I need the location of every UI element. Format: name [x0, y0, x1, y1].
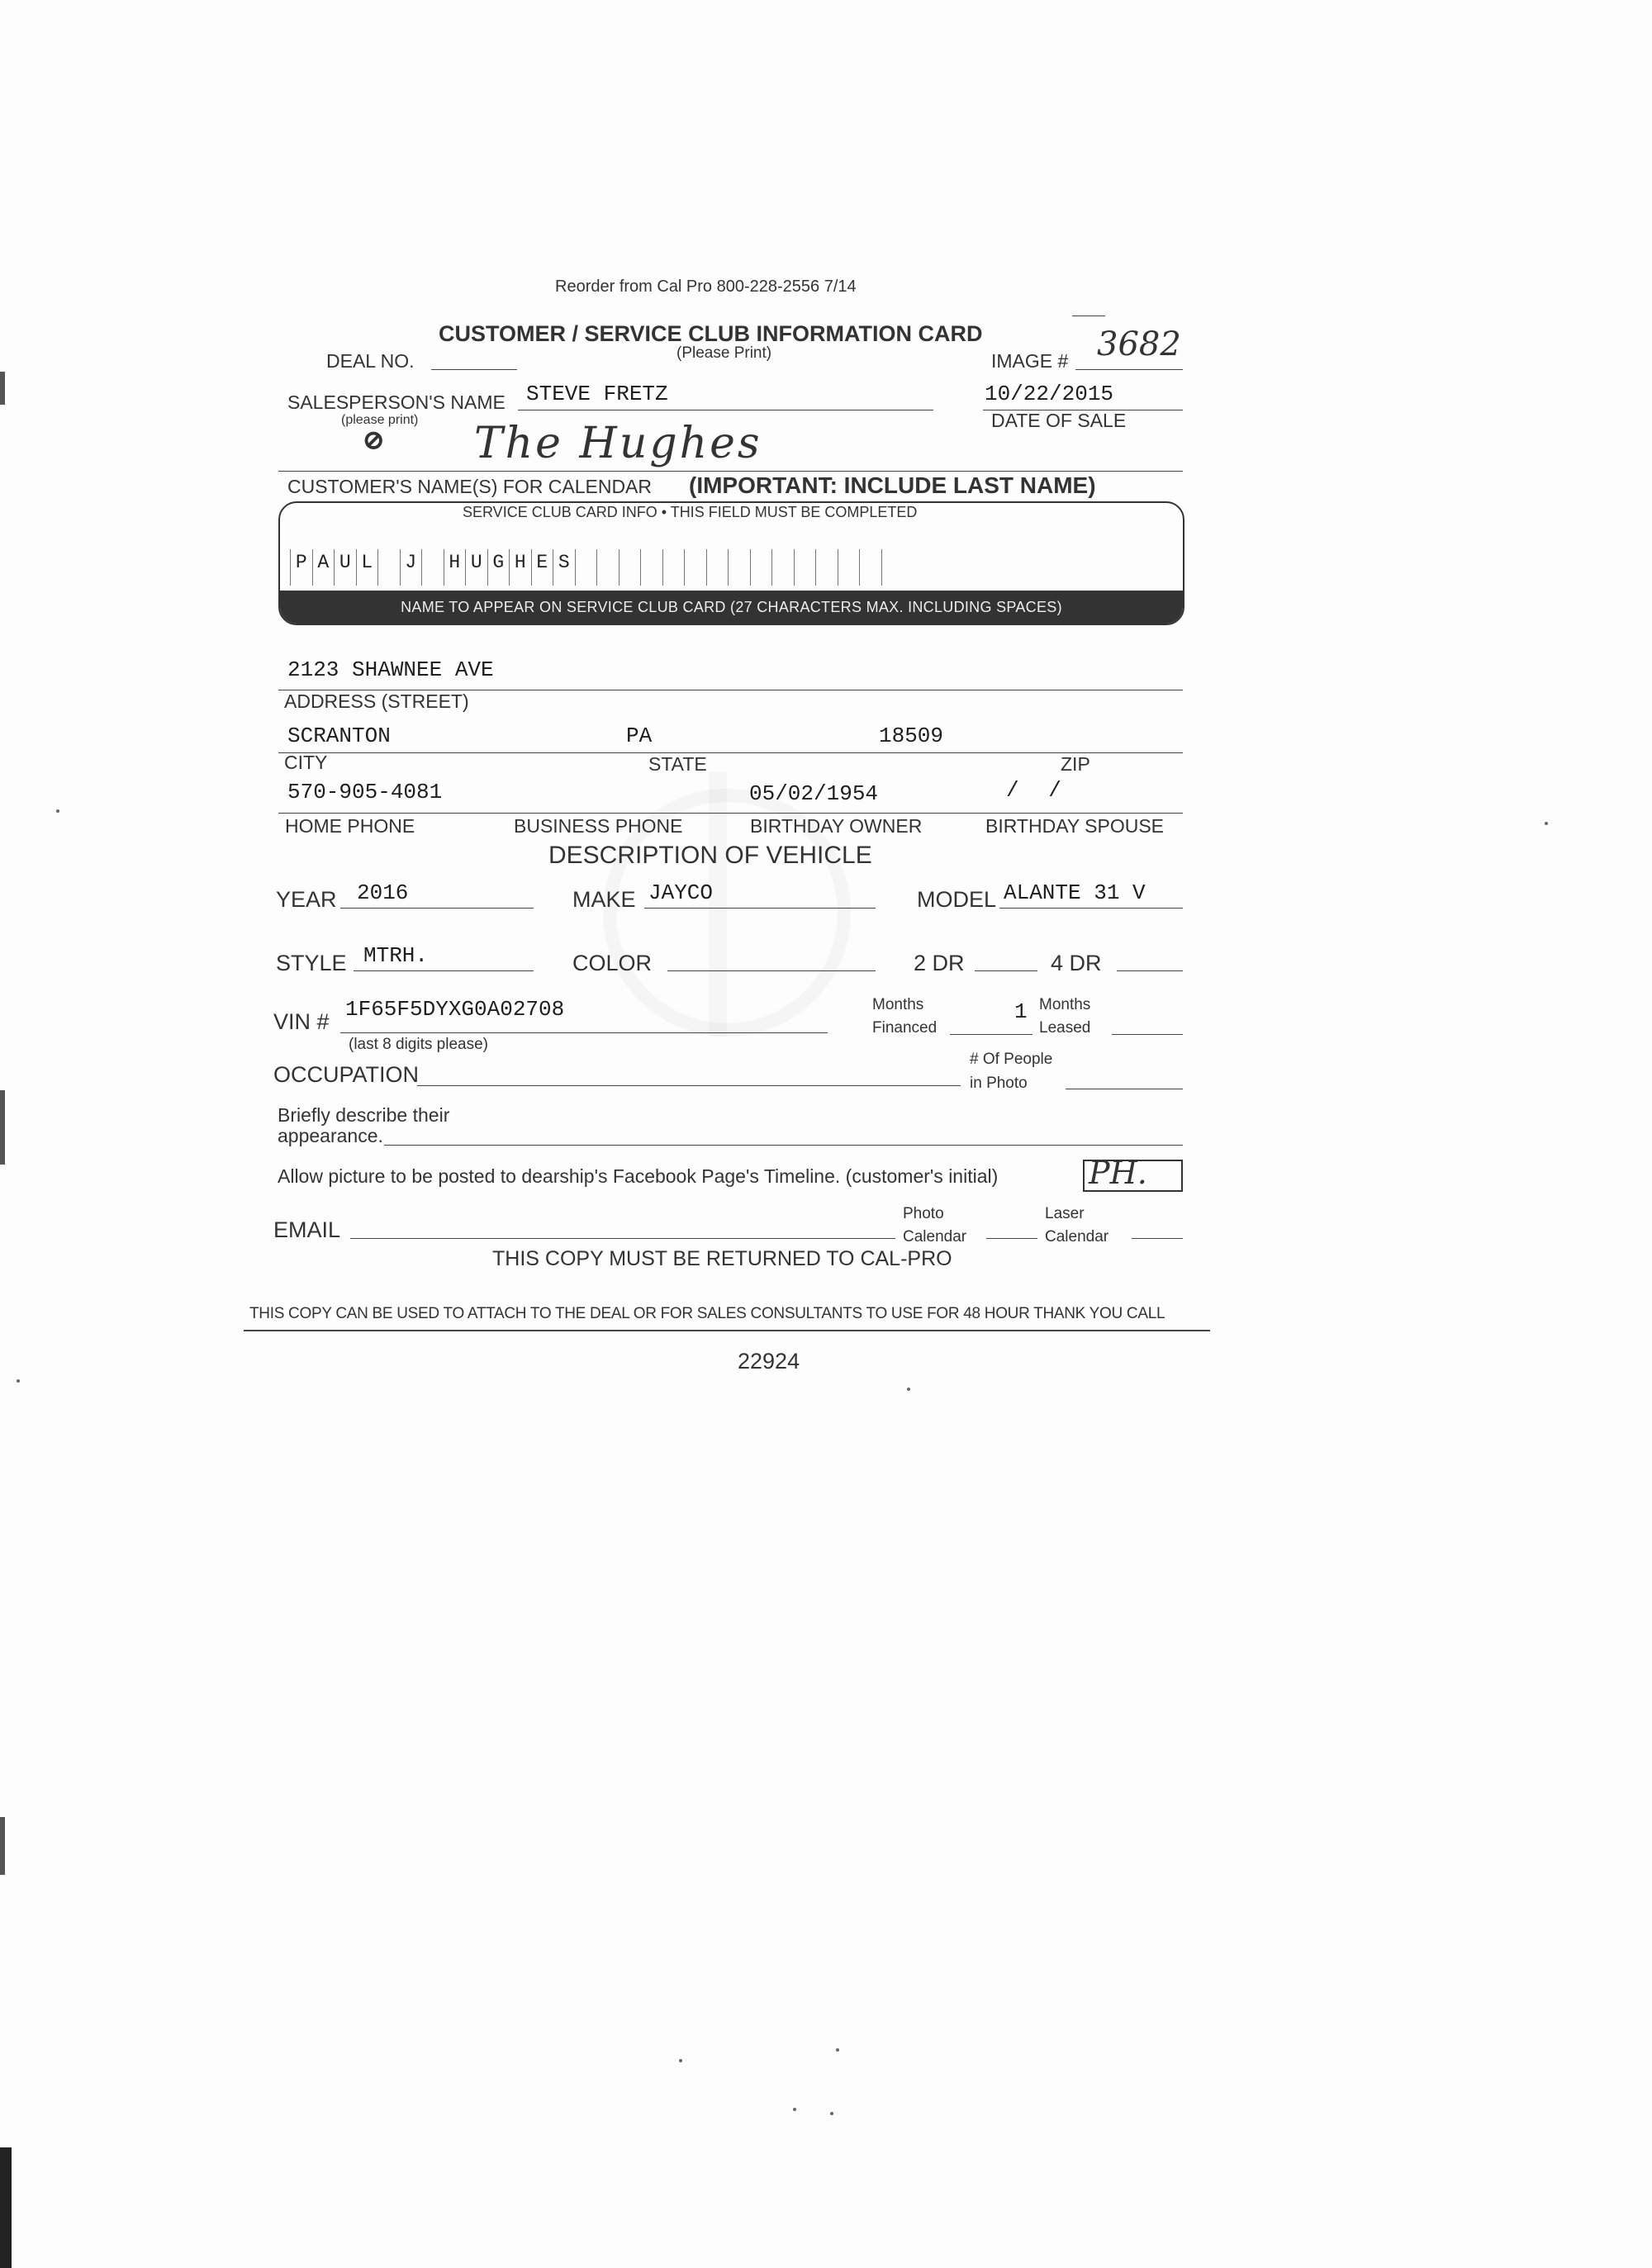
birthday-spouse-value: / /: [1006, 778, 1070, 803]
card-letter-cell[interactable]: [838, 549, 860, 586]
months-financed-label-top: Months: [872, 996, 924, 1013]
calendar-name-value: The Hughes: [474, 419, 762, 468]
laser-calendar-label-top: Laser: [1045, 1205, 1085, 1222]
card-letter-cell[interactable]: P: [290, 549, 312, 586]
style-value: MTRH.: [363, 943, 429, 968]
card-letter-cell[interactable]: [771, 549, 794, 586]
vehicle-heading: DESCRIPTION OF VEHICLE: [548, 842, 872, 869]
scan-artifact: [0, 372, 5, 405]
photo-calendar-label-bottom: Calendar: [903, 1228, 967, 1246]
four-door-label: 4 DR: [1051, 951, 1102, 975]
birthday-owner-value: 05/02/1954: [749, 781, 879, 806]
scan-speck: [56, 809, 59, 813]
model-value: ALANTE 31 V: [1004, 880, 1146, 905]
year-label: YEAR: [276, 887, 337, 912]
year-value: 2016: [357, 880, 409, 905]
make-value: JAYCO: [648, 880, 714, 905]
card-letter-cell[interactable]: [421, 549, 444, 586]
image-number-label: IMAGE #: [991, 350, 1069, 372]
image-number-value: 3682: [1097, 325, 1181, 363]
people-in-photo-label-bottom: in Photo: [970, 1075, 1028, 1092]
vin-value: 1F65F5DYXG0A02708: [345, 997, 565, 1022]
model-field[interactable]: [999, 908, 1183, 909]
address-value: 2123 SHAWNEE AVE: [287, 657, 494, 682]
salesperson-value: STEVE FRETZ: [526, 382, 668, 406]
card-letter-cell[interactable]: J: [400, 549, 422, 586]
footer-note: THIS COPY CAN BE USED TO ATTACH TO THE DEAL OR FOR SALES CONSULTANTS TO USE FOR 48 HOUR THANK YOU CALL: [249, 1305, 1165, 1322]
scan-speck: [830, 2112, 833, 2115]
photo-calendar-label-top: Photo: [903, 1205, 944, 1222]
months-leased-field[interactable]: [1112, 1034, 1183, 1035]
service-club-card-header: SERVICE CLUB CARD INFO • THIS FIELD MUST BE COMPLETED: [463, 504, 918, 520]
card-letter-cell[interactable]: A: [312, 549, 335, 586]
card-letter-cell[interactable]: [728, 549, 750, 586]
customer-initials-value: PH.: [1089, 1155, 1147, 1191]
card-letter-cell[interactable]: [377, 549, 400, 586]
date-of-sale-label: DATE OF SALE: [991, 410, 1127, 431]
card-letter-cell[interactable]: U: [465, 549, 487, 586]
months-financed-field[interactable]: [950, 1034, 1032, 1035]
scan-artifact: [0, 1090, 5, 1165]
facebook-consent-label: Allow picture to be posted to dearship's Facebook Page's Timeline. (customer's initial): [278, 1165, 999, 1187]
months-leased-label-bottom: Leased: [1039, 1019, 1091, 1037]
zip-label: ZIP: [1061, 753, 1090, 775]
card-letter-cell[interactable]: G: [487, 549, 510, 586]
occupation-label: OCCUPATION: [273, 1062, 420, 1087]
people-in-photo-label-top: # Of People: [970, 1051, 1053, 1068]
card-letter-cell[interactable]: [859, 549, 881, 586]
city-state-zip-field[interactable]: [278, 752, 1183, 753]
calendar-name-field[interactable]: [278, 471, 1183, 472]
two-door-label: 2 DR: [914, 951, 965, 975]
service-club-card-name-cells[interactable]: [290, 549, 903, 591]
home-phone-value: 570-905-4081: [287, 780, 443, 804]
months-leased-value: 1: [1014, 999, 1028, 1024]
style-field[interactable]: [354, 970, 534, 971]
color-label: COLOR: [572, 951, 653, 975]
reorder-note: Reorder from Cal Pro 800-228-2556 7/14: [555, 278, 857, 296]
birthday-spouse-label: BIRTHDAY SPOUSE: [985, 815, 1165, 837]
date-of-sale-value: 10/22/2015: [985, 382, 1114, 406]
scan-speck: [907, 1388, 910, 1391]
scribble-mark: ⊘: [362, 424, 386, 457]
months-leased-label-top: Months: [1039, 996, 1091, 1013]
card-letter-cell[interactable]: E: [531, 549, 553, 586]
please-print-note: (Please Print): [676, 344, 772, 362]
scan-speck: [679, 2059, 682, 2062]
scan-speck: [793, 2108, 796, 2111]
email-field[interactable]: [350, 1238, 895, 1239]
card-letter-cell[interactable]: L: [356, 549, 378, 586]
two-door-field[interactable]: [975, 970, 1037, 971]
card-letter-cell[interactable]: U: [334, 549, 356, 586]
vin-note: (last 8 digits please): [349, 1036, 488, 1053]
card-letter-cell[interactable]: [794, 549, 816, 586]
card-letter-cell[interactable]: S: [553, 549, 575, 586]
card-letter-cell[interactable]: H: [509, 549, 531, 586]
appearance-field[interactable]: [384, 1145, 1183, 1146]
card-letter-cell[interactable]: [596, 549, 619, 586]
state-value: PA: [626, 724, 653, 748]
calendar-name-label: CUSTOMER'S NAME(S) FOR CALENDAR: [287, 476, 653, 497]
photo-calendar-field[interactable]: [986, 1238, 1037, 1239]
card-letter-cell[interactable]: [619, 549, 641, 586]
city-value: SCRANTON: [287, 724, 391, 748]
scan-artifact: [0, 1817, 5, 1875]
vin-label: VIN #: [273, 1009, 330, 1034]
year-field[interactable]: [340, 908, 534, 909]
scan-artifact: [0, 2147, 12, 2268]
salesperson-sublabel: (please print): [341, 413, 419, 427]
color-field[interactable]: [667, 970, 876, 971]
four-door-field[interactable]: [1117, 970, 1183, 971]
email-label: EMAIL: [273, 1217, 341, 1242]
laser-calendar-field[interactable]: [1132, 1238, 1183, 1239]
appearance-label-line2: appearance.: [278, 1125, 383, 1146]
make-label: MAKE: [572, 887, 636, 912]
form-title: CUSTOMER / SERVICE CLUB INFORMATION CARD: [439, 321, 983, 346]
card-letter-cell[interactable]: H: [444, 549, 466, 586]
image-number-field[interactable]: [1075, 369, 1183, 370]
footer-rule: [244, 1330, 1210, 1331]
salesperson-label: SALESPERSON'S NAME: [287, 391, 506, 413]
scan-speck: [836, 2048, 839, 2052]
home-phone-label: HOME PHONE: [285, 815, 415, 837]
months-financed-label-bottom: Financed: [872, 1019, 938, 1037]
card-letter-cell[interactable]: [881, 549, 904, 586]
card-letter-cell[interactable]: [575, 549, 597, 586]
deal-no-label: DEAL NO.: [326, 350, 415, 372]
business-phone-label: BUSINESS PHONE: [514, 815, 683, 837]
occupation-field[interactable]: [417, 1085, 961, 1086]
card-letter-cell[interactable]: [684, 549, 706, 586]
state-label: STATE: [648, 753, 707, 775]
form-number: 22924: [738, 1349, 800, 1374]
scan-speck: [17, 1379, 20, 1383]
deal-no-field[interactable]: [431, 369, 517, 370]
make-field[interactable]: [644, 908, 876, 909]
appearance-label-line1: Briefly describe their: [278, 1104, 450, 1126]
return-note: THIS COPY MUST BE RETURNED TO CAL-PRO: [492, 1247, 952, 1270]
card-letter-cell[interactable]: [750, 549, 772, 586]
city-label: CITY: [284, 752, 328, 773]
laser-calendar-label-bottom: Calendar: [1045, 1228, 1109, 1246]
scan-speck: [1545, 822, 1548, 825]
birthday-owner-label: BIRTHDAY OWNER: [750, 815, 923, 837]
model-label: MODEL: [917, 887, 997, 912]
vin-field[interactable]: [340, 1032, 828, 1033]
address-label: ADDRESS (STREET): [284, 690, 469, 712]
service-club-card-footer: NAME TO APPEAR ON SERVICE CLUB CARD (27 CHARACTERS MAX. INCLUDING SPACES): [280, 591, 1183, 624]
card-letter-cell[interactable]: [706, 549, 729, 586]
zip-value: 18509: [879, 724, 944, 748]
phones-birthdays-field[interactable]: [278, 813, 1183, 814]
calendar-name-important: (IMPORTANT: INCLUDE LAST NAME): [689, 472, 1096, 498]
card-letter-cell[interactable]: [662, 549, 685, 586]
style-label: STYLE: [276, 951, 347, 975]
card-letter-cell[interactable]: [640, 549, 662, 586]
card-letter-cell[interactable]: [815, 549, 838, 586]
